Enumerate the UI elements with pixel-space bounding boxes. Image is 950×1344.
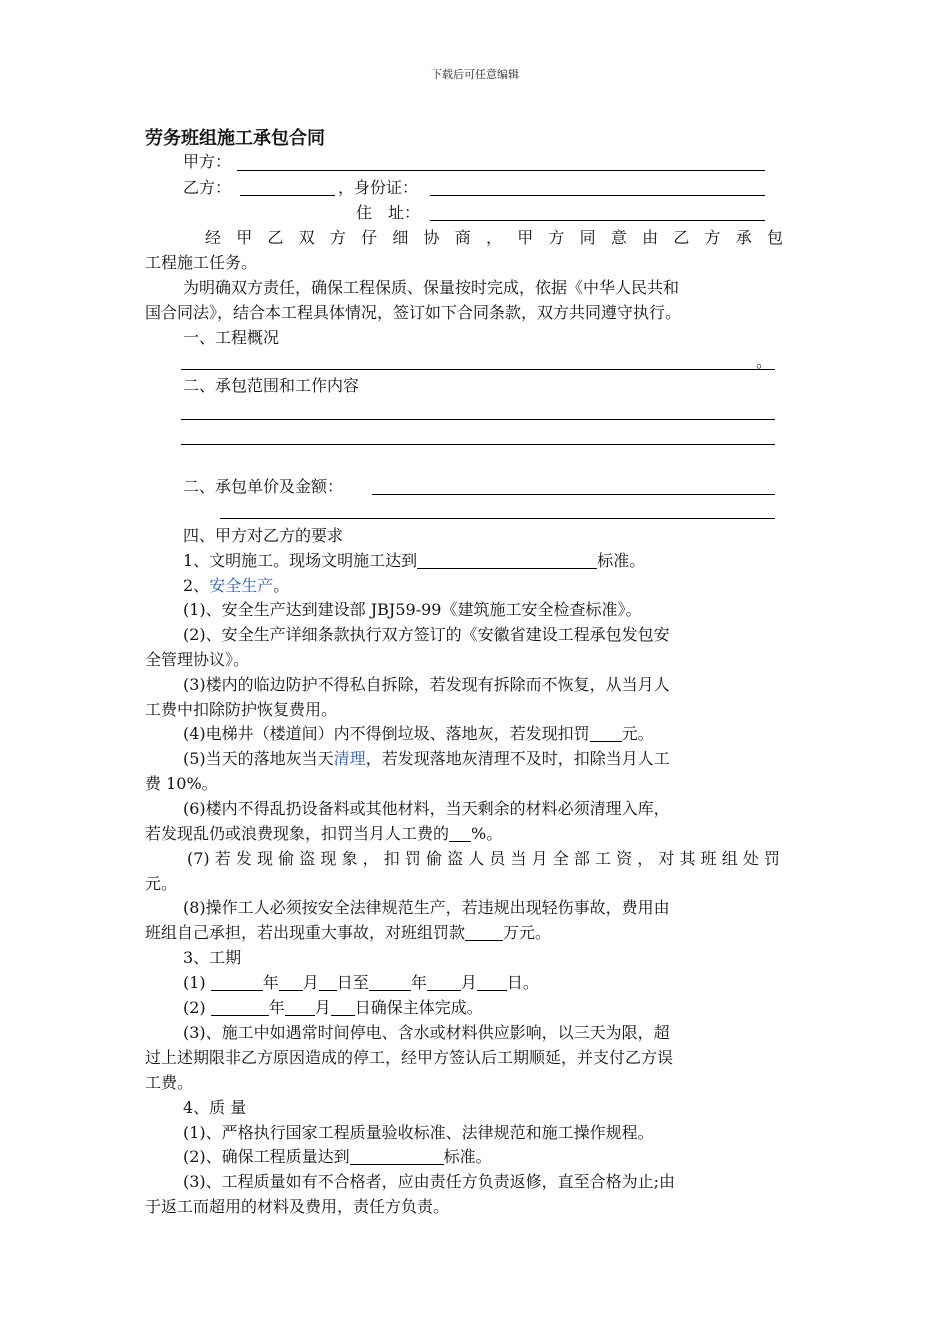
para-4-end: 元。	[621, 724, 654, 743]
party-a-blank	[237, 170, 765, 171]
schedule-2-end: 日确保主体完成。	[354, 998, 483, 1017]
para-7-line-2: 元。	[145, 874, 178, 893]
para-6-blank	[449, 825, 471, 842]
schedule-2-month-blank	[285, 999, 315, 1016]
header-note: 下载后可任意编辑	[431, 68, 519, 81]
para-8-blank	[465, 924, 503, 941]
para-2-line-1: (2)、安全生产详细条款执行双方签订的《安徽省建设工程承包发包安	[183, 625, 670, 644]
para-1: (1)、安全生产达到建设部 JBJ59-99《建筑施工安全检查标准》。	[183, 600, 642, 619]
para-8-text: 班组自己承担，若出现重大事故，对班组罚款	[145, 923, 466, 942]
req-1-text: 1、文明施工。现场文明施工达到	[183, 551, 418, 570]
cleanup-link[interactable]: 清理	[333, 749, 366, 768]
schedule-1-month2-blank	[427, 974, 461, 991]
address-label: 住 址：	[356, 203, 421, 222]
quality-2-end: 标准。	[443, 1147, 492, 1166]
section-3-heading: 二、承包单价及金额：	[183, 477, 344, 496]
section-3-blank-2	[220, 518, 775, 519]
quality-2-text: (2)、确保工程质量达到	[183, 1147, 350, 1166]
schedule-1-month: 月	[302, 973, 319, 992]
para-7-line-1: (7)若发现偷盗现象，扣罚偷盗人员当月全部工资，对其班组处罚	[187, 849, 780, 868]
para-2-line-2: 全管理协议》。	[145, 650, 250, 669]
schedule-1-year2-blank	[369, 974, 411, 991]
schedule-1-year2: 年	[410, 973, 427, 992]
party-b-blank	[240, 195, 335, 196]
schedule-1-day2: 日。	[506, 973, 539, 992]
para-5-line-1	[145, 749, 823, 769]
para-8-end: 万元。	[503, 923, 552, 942]
req-2-end: 。	[273, 576, 290, 595]
schedule-1-num: (1)	[183, 973, 206, 992]
schedule-1	[145, 973, 823, 993]
schedule-1-year: 年	[262, 973, 279, 992]
para-8-line-1: (8)操作工人必须按安全法律规范生产，若违规出现轻伤事故，费用由	[183, 898, 670, 917]
id-card-label: ，身份证：	[338, 178, 419, 197]
purpose-line-2: 国合同法》，结合本工程具体情况，签订如下合同条款，双方共同遵守执行。	[145, 303, 682, 322]
id-card-blank	[430, 195, 765, 196]
para-8-line-2	[145, 923, 785, 943]
para-4	[145, 724, 823, 744]
para-4-text: (4)电梯井（楼道间）内不得倒垃圾、落地灰，若发现扣罚	[183, 724, 590, 743]
party-a-label: 甲方：	[183, 152, 232, 171]
schedule-2-num: (2)	[183, 998, 206, 1017]
req-1	[145, 551, 823, 571]
schedule-2-year: 年	[268, 998, 285, 1017]
document-title: 劳务班组施工承包合同	[145, 128, 325, 149]
schedule-2	[145, 998, 823, 1018]
schedule-1-year-blank	[211, 974, 263, 991]
schedule-3-line-1: (3)、施工中如遇常时间停电、含水或材料供应影响，以三天为限，超	[183, 1023, 670, 1042]
para-4-blank	[590, 725, 622, 742]
quality-2	[145, 1147, 823, 1167]
address-blank	[430, 220, 765, 221]
para-5-text-b: ，若发现落地灰清理不及时，扣除当月人工	[365, 749, 670, 768]
section-1-blank	[181, 369, 775, 370]
req-1-blank	[417, 552, 597, 569]
schedule-1-day-blank	[319, 974, 337, 991]
quality-2-blank	[350, 1148, 444, 1165]
para-5-line-2: 费 10%。	[145, 774, 218, 793]
para-5-text-a: (5)当天的落地灰当天	[183, 749, 334, 768]
para-3-line-1: (3)楼内的临边防护不得私自拆除，若发现有拆除而不恢复，从当月人	[183, 675, 670, 694]
section-2-blank-1	[181, 419, 775, 420]
quality-heading: 4、质 量	[183, 1098, 247, 1117]
para-6-line-2	[145, 824, 785, 844]
para-6-line-1: (6)楼内不得乱扔设备料或其他材料，当天剩余的材料必须清理入库，	[183, 799, 670, 818]
para-3-line-2: 工费中扣除防护恢复费用。	[145, 700, 338, 719]
section-2-blank-2	[181, 444, 775, 445]
section-3-blank-1	[372, 494, 775, 495]
quality-1: (1)、严格执行国家工程质量验收标准、法律规范和施工操作规程。	[183, 1123, 654, 1142]
intro-line-2: 工程施工任务。	[145, 253, 258, 272]
req-2	[145, 576, 823, 596]
req-2-num: 2、	[183, 576, 210, 595]
safety-link[interactable]: 安全生产	[209, 576, 274, 595]
quality-3-line-1: (3)、工程质量如有不合格者，应由责任方负责返修，直至合格为止;由	[183, 1172, 676, 1191]
schedule-2-day-blank	[331, 999, 355, 1016]
req-1-end: 标准。	[597, 551, 646, 570]
para-6-end: %。	[471, 824, 503, 843]
section-1-end: 。	[756, 352, 773, 371]
para-6-text: 若发现乱仍或浪费现象，扣罚当月人工费的	[145, 824, 450, 843]
schedule-1-day-to: 日至	[336, 973, 369, 992]
intro-line-1: 经甲乙双方仔细协商，甲方同意由乙方承包	[205, 228, 783, 247]
section-2-heading: 二、承包范围和工作内容	[183, 376, 360, 395]
schedule-1-month2: 月	[460, 973, 477, 992]
section-4-heading: 四、甲方对乙方的要求	[183, 526, 344, 545]
schedule-2-month: 月	[314, 998, 331, 1017]
schedule-2-year-blank	[211, 999, 269, 1016]
party-a-line	[145, 152, 785, 172]
quality-3-line-2: 于返工而超用的材料及费用，责任方负责。	[145, 1197, 450, 1216]
schedule-1-month-blank	[279, 974, 303, 991]
schedule-3-line-2: 过上述期限非乙方原因造成的停工，经甲方签认后工期顺延，并支付乙方误	[145, 1048, 674, 1067]
schedule-1-day2-blank	[477, 974, 507, 991]
party-b-label: 乙方：	[183, 178, 232, 197]
schedule-3-line-3: 工费。	[145, 1073, 194, 1092]
purpose-line-1: 为明确双方责任，确保工程保质、保量按时完成，依据《中华人民共和	[183, 278, 680, 297]
schedule-heading: 3、工期	[183, 948, 242, 967]
section-1-heading: 一、工程概况	[183, 328, 280, 347]
